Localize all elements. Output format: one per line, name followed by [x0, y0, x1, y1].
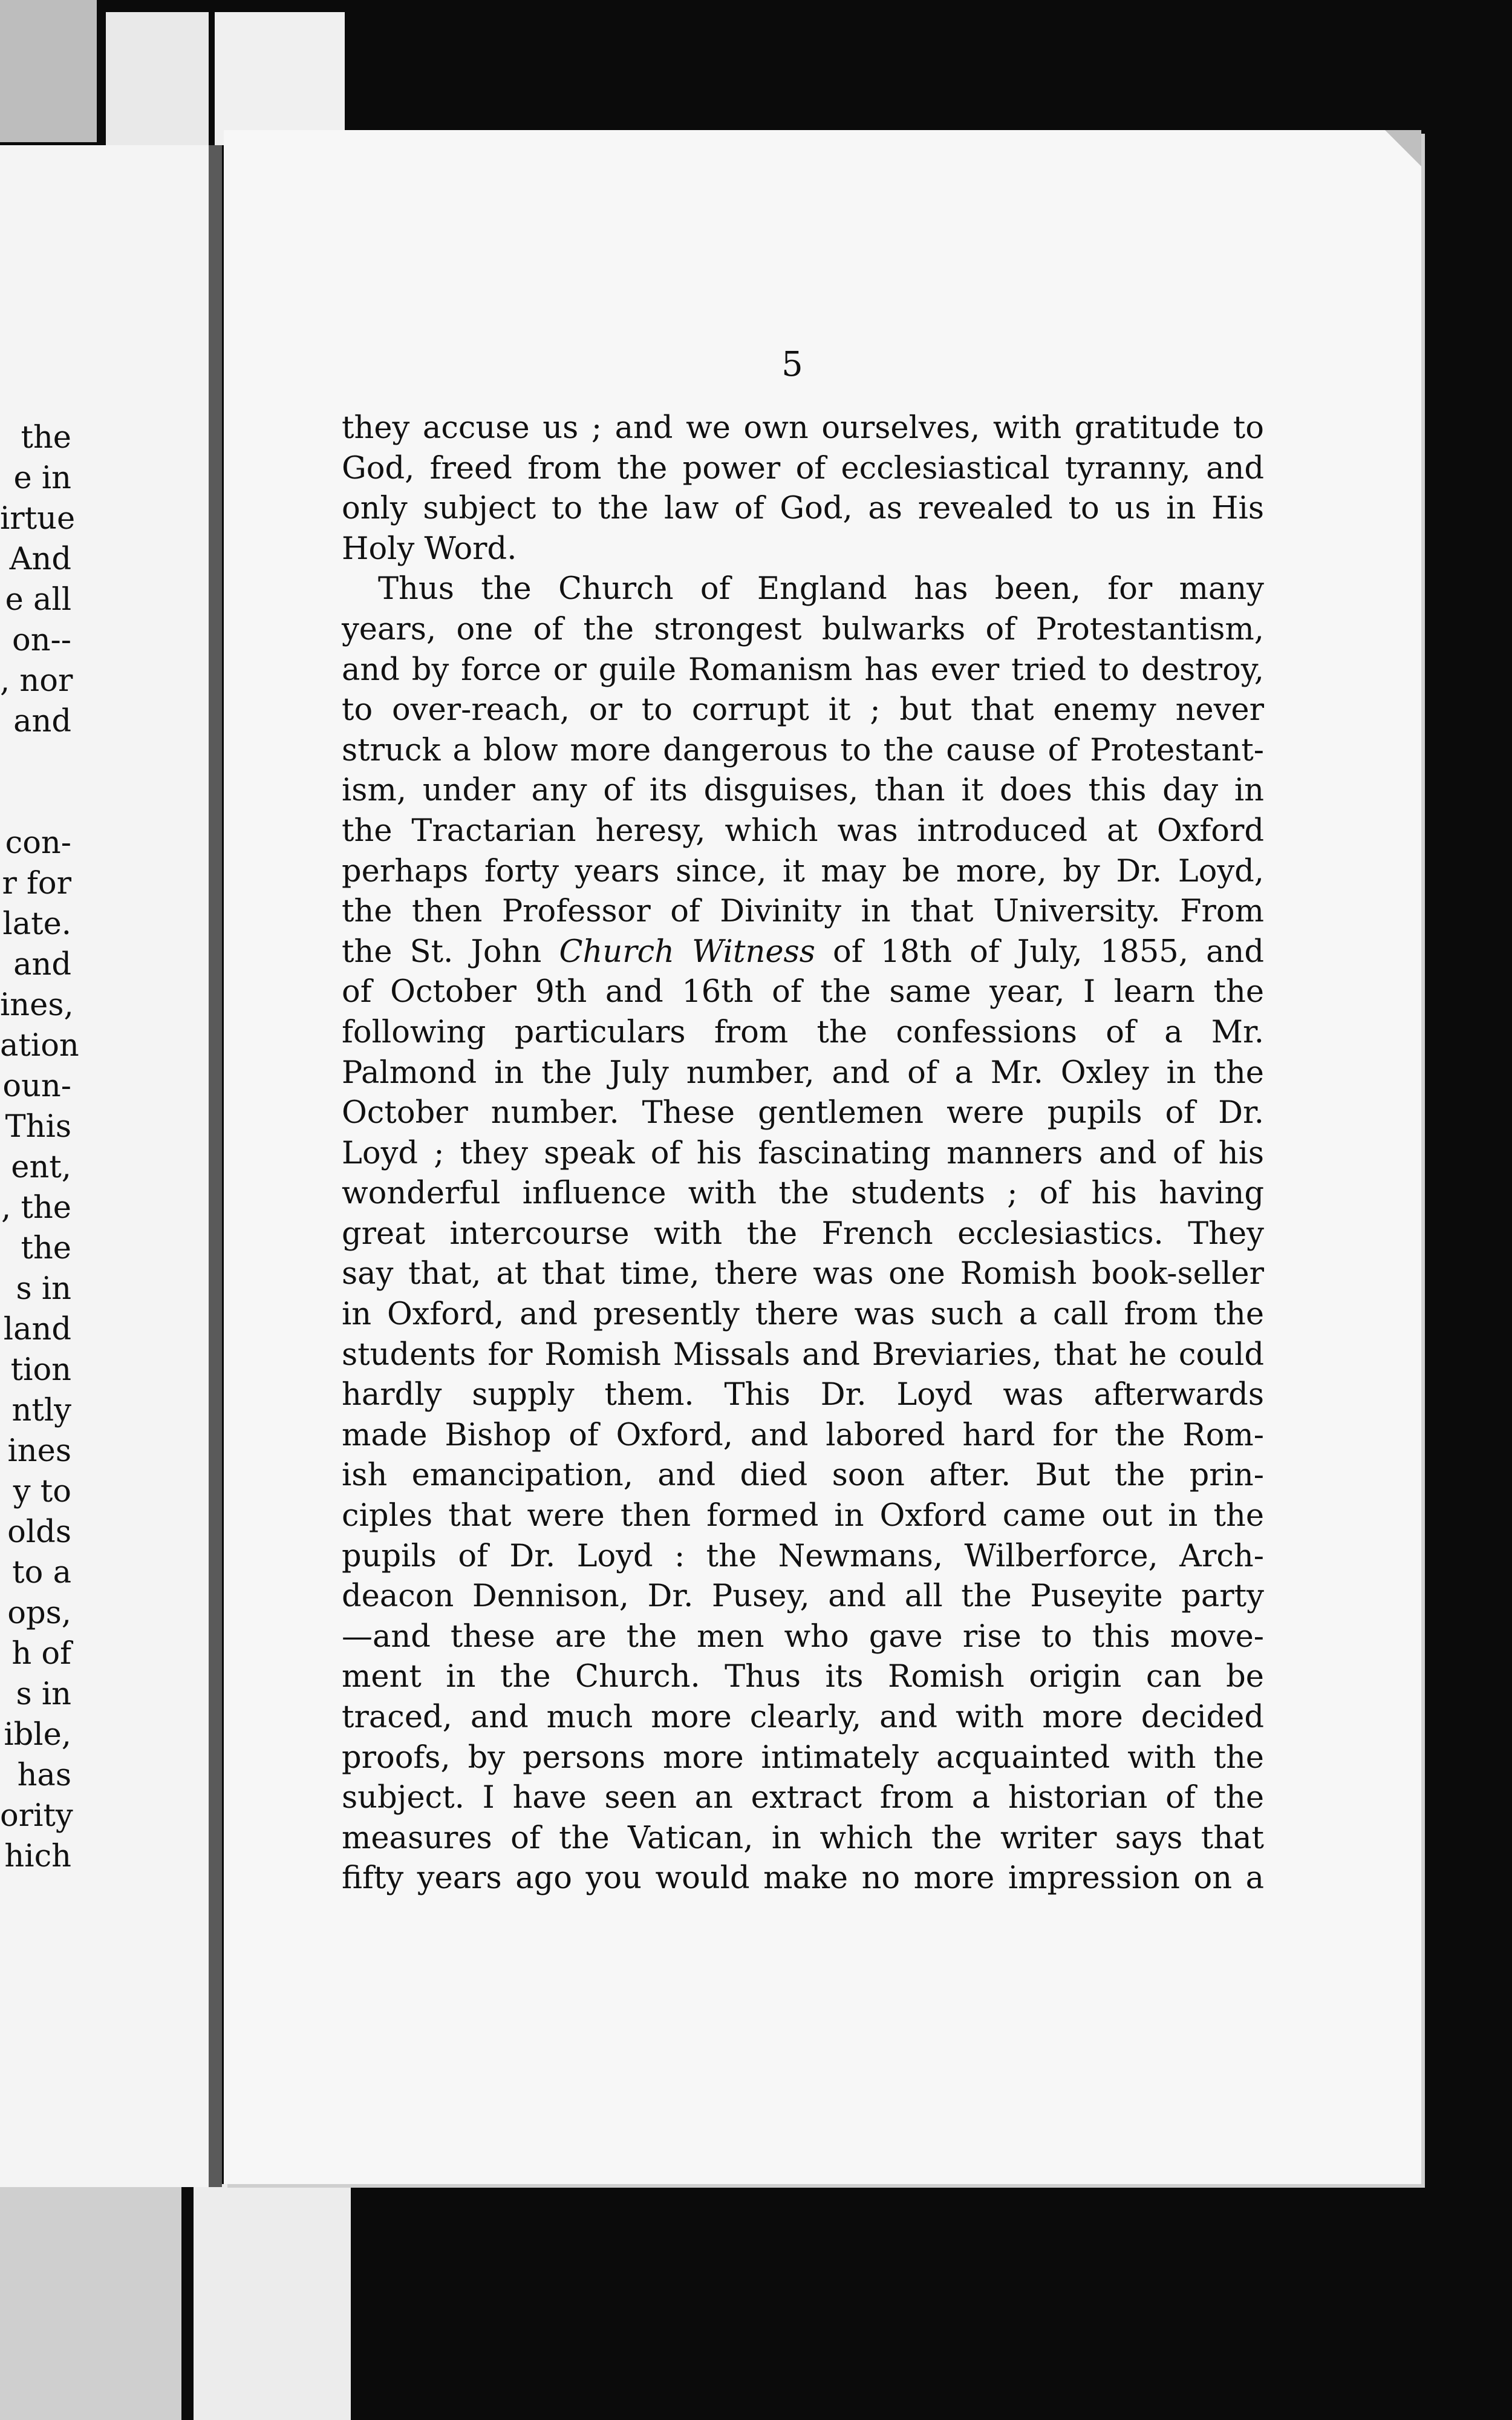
text-line: following particulars from the confessions of a Mr. [342, 1014, 1264, 1050]
left-page-text-fragment: ible, [4, 1717, 71, 1753]
left-page-text-fragment: oun- [2, 1068, 71, 1104]
text-line: perhaps forty years since, it may be more, by Dr. Loyd, [342, 853, 1264, 889]
text-line: measures of the Vatican, in which the writer says that [342, 1820, 1264, 1856]
text-line: they accuse us ; and we own ourselves, with gratitude to [342, 410, 1264, 446]
left-page-text-fragment: ority [0, 1798, 73, 1834]
left-page-text-fragment: has [17, 1758, 71, 1793]
text-line: October number. These gentlemen were pupils of Dr. [342, 1095, 1264, 1131]
left-page-text-fragment: ntly [11, 1393, 71, 1428]
text-line: subject. I have seen an extract from a historian of the [342, 1780, 1264, 1816]
left-page-text-fragment: tion [10, 1352, 71, 1388]
text-line: students for Romish Missals and Breviaries, that he could [342, 1336, 1264, 1373]
text-line: Thus the Church of England has been, for many [378, 571, 1264, 607]
body-text [342, 408, 1264, 1899]
left-page-text-fragment: and [13, 947, 71, 983]
text-line: pupils of Dr. Loyd : the Newmans, Wilberforce, Arch- [342, 1538, 1264, 1574]
text-line: hardly supply them. This Dr. Loyd was afterwards [342, 1377, 1264, 1413]
text-line: to over-reach, or to corrupt it ; but that enemy never [342, 692, 1264, 728]
background-strip [215, 12, 345, 145]
left-page-text-fragment: ation [0, 1028, 79, 1064]
left-page-text-fragment: s in [16, 1676, 71, 1712]
left-page-text-fragment: , nor [0, 663, 73, 699]
book-spine [209, 145, 222, 2187]
text-line: say that, at that time, there was one Romish book-seller [342, 1256, 1264, 1292]
text-line: in Oxford, and presently there was such a call from the [342, 1297, 1264, 1333]
text-line: —and these are the men who gave rise to this move- [342, 1618, 1264, 1655]
text-line: Loyd ; they speak of his fascinating manners and of his [342, 1135, 1264, 1171]
left-page-text-fragment: ines [7, 1433, 71, 1469]
background-strip [0, 0, 97, 142]
text-line: ment in the Church. Thus its Romish origin can be [342, 1659, 1264, 1695]
text-line: Holy Word. [342, 531, 517, 567]
left-page-text-fragment: the [21, 1231, 71, 1266]
page-number: 5 [781, 345, 803, 384]
left-page-text-fragment: irtue [0, 501, 76, 537]
text-line: wonderful influence with the students ; of his having [342, 1176, 1264, 1212]
left-facing-page [0, 145, 209, 2187]
left-page-text-fragment: This [5, 1109, 71, 1145]
left-page-text-fragment: hich [4, 1839, 71, 1874]
left-page-text-fragment: e all [5, 582, 71, 618]
left-page-text-fragment: ines, [0, 987, 74, 1023]
folded-corner [1385, 130, 1421, 166]
left-page-text-fragment: ops, [7, 1595, 71, 1631]
background-strip [106, 12, 209, 145]
left-page-text-fragment: on-- [11, 623, 71, 658]
text-line: great intercourse with the French ecclesiastics. They [342, 1215, 1264, 1252]
background-strip [0, 2184, 181, 2420]
text-line: ish emancipation, and died soon after. But the prin- [342, 1457, 1264, 1494]
left-page-text-fragment: olds [7, 1514, 71, 1550]
left-page-text-fragment: r for [2, 866, 71, 901]
left-page-text-fragment: late. [2, 906, 71, 942]
text-line: years, one of the strongest bulwarks of Protestantism, [342, 611, 1264, 647]
left-page-text-fragment: h of [11, 1636, 71, 1672]
text-line: the then Professor of Divinity in that University. From [342, 894, 1264, 930]
text-line: Palmond in the July number, and of a Mr. Oxley in the [342, 1055, 1264, 1091]
left-page-text-fragment: And [9, 541, 71, 577]
text-line: of October 9th and 16th of the same year, I learn the [342, 974, 1264, 1010]
text-run: of 18th of July, 1855, and [815, 934, 1264, 970]
text-line: made Bishop of Oxford, and labored hard for the Rom- [342, 1417, 1264, 1453]
left-page-text-fragment: ent, [11, 1150, 71, 1185]
text-run: the St. John [342, 934, 559, 970]
text-line: struck a blow more dangerous to the cause of Protestant- [342, 732, 1264, 768]
left-page-text-fragment: , the [1, 1190, 71, 1226]
text-line: the Tractarian heresy, which was introduced at Oxford [342, 813, 1264, 849]
left-page-text-fragment: s in [16, 1271, 71, 1307]
left-page-text-fragment: e in [13, 460, 71, 496]
text-line: only subject to the law of God, as revealed to us in His [342, 491, 1264, 527]
text-line [342, 932, 1264, 973]
left-page-text-fragment: to a [12, 1555, 71, 1591]
text-line: proofs, by persons more intimately acquainted with the [342, 1739, 1264, 1776]
text-line: traced, and much more clearly, and with more decided [342, 1699, 1264, 1735]
document-page [224, 130, 1421, 2184]
text-line: ism, under any of its disguises, than it does this day in [342, 773, 1264, 809]
left-page-text-fragment: the [21, 420, 71, 456]
italic-title: Church Witness [559, 934, 815, 970]
left-page-text-fragment: land [3, 1312, 71, 1347]
background-strip [194, 2184, 351, 2420]
text-line: God, freed from the power of ecclesiastical tyranny, and [342, 450, 1264, 486]
left-page-text-fragment: and [13, 704, 71, 739]
left-page-text-fragment: con- [5, 825, 71, 861]
text-line: ciples that were then formed in Oxford came out in the [342, 1498, 1264, 1534]
text-line: and by force or guile Romanism has ever tried to destroy, [342, 652, 1264, 688]
text-line: fifty years ago you would make no more impression on a [342, 1860, 1264, 1897]
left-page-text-fragment: y to [13, 1474, 71, 1509]
text-line: deacon Dennison, Dr. Pusey, and all the Puseyite party [342, 1578, 1264, 1615]
